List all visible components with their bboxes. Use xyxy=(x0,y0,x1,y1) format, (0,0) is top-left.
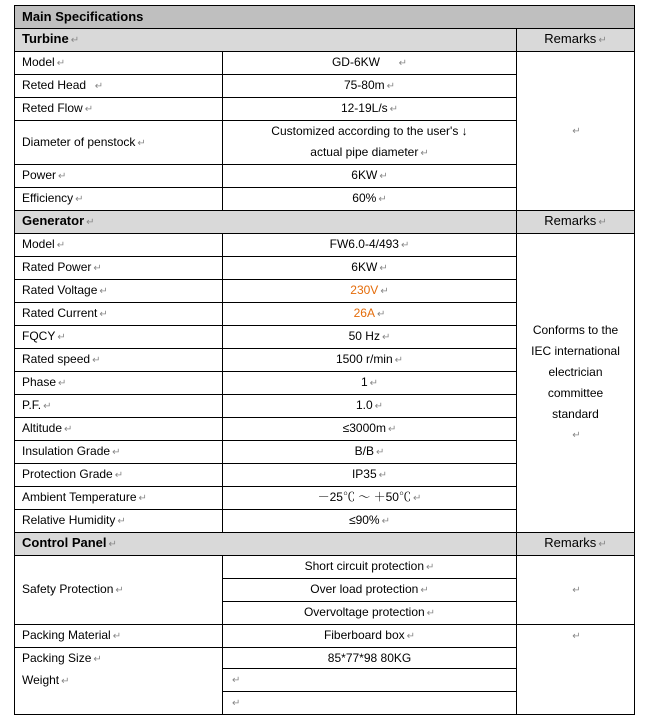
spec-label: Protection Grade ↵ xyxy=(15,464,223,487)
packing-size-value: 85*77*98 80KG xyxy=(223,648,517,669)
spec-label: P.F. ↵ xyxy=(15,395,223,418)
safety-item: Over load protection ↵ xyxy=(223,579,517,602)
turbine-header-row xyxy=(15,29,635,52)
spec-value: 26A ↵ xyxy=(223,303,517,326)
spec-value: 6KW ↵ xyxy=(223,165,517,188)
control-panel-remarks-header: Remarks ↵ xyxy=(517,533,635,556)
turbine-remarks-cell: ↵ xyxy=(517,52,635,211)
spec-value: ≤3000m ↵ xyxy=(223,418,517,441)
spec-label: Rated Power ↵ xyxy=(15,257,223,280)
spec-value: B/B ↵ xyxy=(223,441,517,464)
spec-label: Ambient Temperature ↵ xyxy=(15,487,223,510)
generator-remarks-header: Remarks ↵ xyxy=(517,211,635,234)
spec-label: Model ↵ xyxy=(15,234,223,257)
spec-value: 12-19L/s ↵ xyxy=(223,98,517,121)
spec-label: Efficiency ↵ xyxy=(15,188,223,211)
remarks-line: committee xyxy=(547,386,604,400)
empty-cell: ↵ xyxy=(223,692,517,715)
safety-remarks-cell: ↵ xyxy=(517,556,635,625)
spec-value: IP35 ↵ xyxy=(223,464,517,487)
safety-protection-label: Safety Protection ↵ xyxy=(15,556,223,625)
table-row xyxy=(15,625,635,648)
empty-cell: ↵ xyxy=(223,669,517,692)
generator-section-header: Generator ↵ xyxy=(15,211,517,234)
spec-value: FW6.0-4/493 ↵ xyxy=(223,234,517,257)
spec-label: Power ↵ xyxy=(15,165,223,188)
table-row xyxy=(15,556,635,579)
spec-value: 1500 r/min ↵ xyxy=(223,349,517,372)
spec-value xyxy=(223,121,517,165)
safety-item: Short circuit protection ↵ xyxy=(223,556,517,579)
spec-value: GD-6KW ↵ xyxy=(223,52,517,75)
spec-table xyxy=(14,5,635,715)
control-panel-header-row xyxy=(15,533,635,556)
spec-label: Packing Material ↵ xyxy=(15,625,223,648)
packing-remarks-cell: ↵ xyxy=(517,625,635,715)
remarks-line: electrician xyxy=(548,365,603,379)
spec-value: 60% ↵ xyxy=(223,188,517,211)
penstock-line-2: actual pipe diameter ↵ xyxy=(310,145,429,159)
spec-label: Reted Head ↵ xyxy=(15,75,223,98)
remarks-line: IEC international xyxy=(531,344,620,358)
spec-label: Reted Flow ↵ xyxy=(15,98,223,121)
spec-value: －25℃ ～ ＋50℃ ↵ xyxy=(223,487,517,510)
spec-value: 230V ↵ xyxy=(223,280,517,303)
packing-size-weight-label xyxy=(15,648,223,715)
title-row xyxy=(15,6,635,29)
remarks-line: standard xyxy=(552,407,599,421)
packing-size-label: Packing Size ↵ xyxy=(22,651,102,665)
penstock-line-1: Customized according to the user's ↓ xyxy=(271,124,468,138)
spec-label: FQCY ↵ xyxy=(15,326,223,349)
spec-label: Phase ↵ xyxy=(15,372,223,395)
weight-label: Weight ↵ xyxy=(22,673,70,687)
spec-value: 75-80m ↵ xyxy=(223,75,517,98)
spec-value: 50 Hz ↵ xyxy=(223,326,517,349)
spec-value: ≤90% ↵ xyxy=(223,510,517,533)
remarks-line: Conforms to the xyxy=(532,323,619,337)
spec-label: Insulation Grade ↵ xyxy=(15,441,223,464)
table-title: Main Specifications xyxy=(15,6,635,29)
spec-value: 1.0 ↵ xyxy=(223,395,517,418)
turbine-remarks-header: Remarks ↵ xyxy=(517,29,635,52)
spec-label: Rated speed ↵ xyxy=(15,349,223,372)
control-panel-section-header: Control Panel ↵ xyxy=(15,533,517,556)
spec-value: Fiberboard box ↵ xyxy=(223,625,517,648)
spec-label: Diameter of penstock ↵ xyxy=(15,121,223,165)
table-row xyxy=(15,234,635,257)
spec-label: Altitude ↵ xyxy=(15,418,223,441)
spec-label: Rated Current ↵ xyxy=(15,303,223,326)
turbine-section-header: Turbine ↵ xyxy=(15,29,517,52)
spec-label: Rated Voltage ↵ xyxy=(15,280,223,303)
generator-header-row xyxy=(15,211,635,234)
spec-value: 1 ↵ xyxy=(223,372,517,395)
spec-label: Model ↵ xyxy=(15,52,223,75)
safety-item: Overvoltage protection ↵ xyxy=(223,602,517,625)
spec-value: 6KW ↵ xyxy=(223,257,517,280)
generator-remarks-cell xyxy=(517,234,635,533)
table-row xyxy=(15,52,635,75)
spec-label: Relative Humidity ↵ xyxy=(15,510,223,533)
remarks-tail: ↵ xyxy=(572,430,581,441)
